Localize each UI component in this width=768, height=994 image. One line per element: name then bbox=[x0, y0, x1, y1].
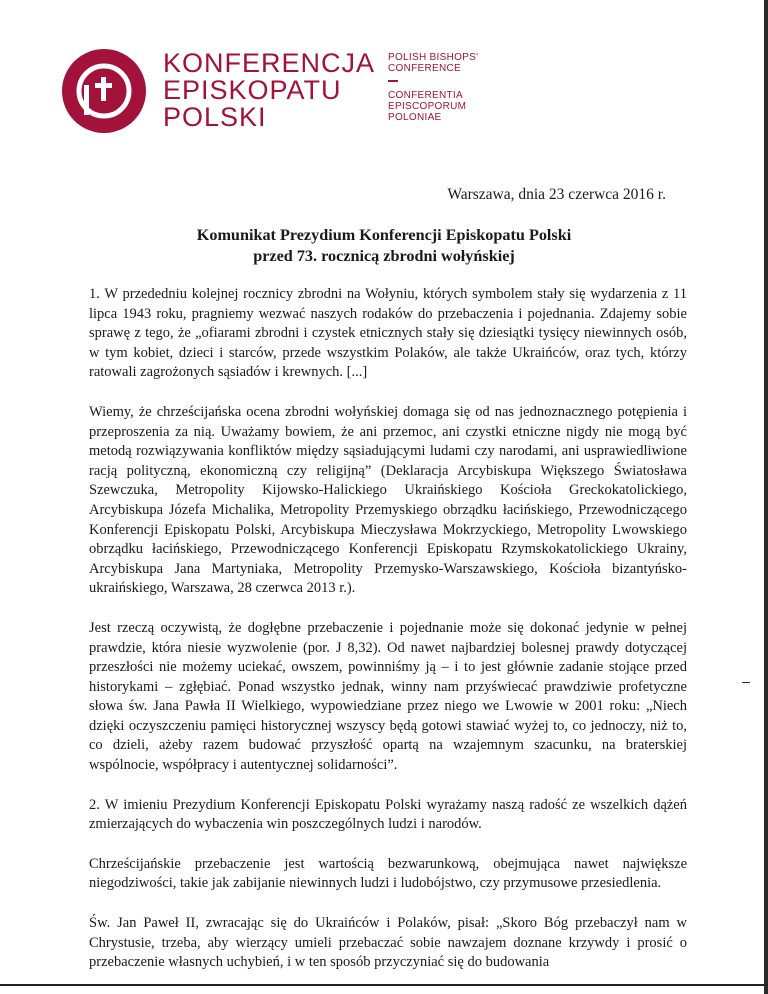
scan-edge bbox=[0, 984, 768, 986]
latin-name-line: CONFERENTIA bbox=[388, 90, 463, 101]
english-name-line: CONFERENCE bbox=[388, 63, 462, 74]
body-paragraph: Wiemy, że chrześcijańska ocena zbrodni wołyńskiej domaga się od nas jednoznacznego potępienia i przeproszenia za nią. Uważamy bowiem, że ani przemoc, ani czystki etniczne nigdy nie mogą być metodą rozwiązywania konfliktów między sąsiadującymi ludami czy narodami, ani usprawiedliwione racją polityczną, ekonomiczną czy religijną” (Deklaracja Arcybiskupa Większego Światosława Szewczuka, Metropolity Kijowsko-Halickiego Ukraińskiego Kościoła Greckokatolickiego, Arcybiskupa Józefa Michalika, Metropolity Przemyskiego obrządku łacińskiego, Przewodniczącego Konferencji Episkopatu Polski, Arcybiskupa Mieczysława Mokrzyckiego, Metropolity Lwowskiego obrządku łacińskiego, Przewodniczącego Konferencji Episkopatu Rzymskokatolickiego Ukrainy, Arcybiskupa Jana Martyniaka, Metropolity Przemysko-Warszawskiego, Kościoła bizantyńsko-ukraińskiego, Warszawa, 28 czerwca 2013 r.). bbox=[89, 403, 687, 597]
divider bbox=[388, 80, 398, 82]
document-body bbox=[89, 285, 687, 993]
document-date: Warszawa, dnia 23 czerwca 2016 r. bbox=[447, 186, 666, 203]
body-paragraph: 1. W przededniu kolejnej rocznicy zbrodni na Wołyniu, których symbolem stały się wydarzenia z 11 lipca 1943 roku, pragniemy wezwać naszych rodaków do przebaczenia i pojednania. Zdajemy sobie sprawę z tego, że „ofiarami zbrodni i czystek etnicznych stały się dziesiątki tysięcy niewinnych osób, w tym kobiet, dzieci i starców, przede wszystkim Polaków, ale także Ukraińców, oraz tych, którzy ratowali zagrożonych sąsiadów i krewnych. [...] bbox=[89, 286, 687, 381]
english-name-line: POLISH BISHOPS' bbox=[388, 52, 479, 63]
brand-line: KONFERENCJA bbox=[163, 48, 376, 78]
cross-in-p-logo-icon bbox=[62, 49, 146, 133]
scan-edge bbox=[764, 0, 768, 994]
body-paragraph: Jest rzeczą oczywistą, że dogłębne przebaczenie i pojednanie może się dokonać jedynie w pełnej prawdzie, która niesie wyzwolenie (por. J 8,32). Od nawet najbardziej bolesnej prawdy dotyczącej przeszłości nie możemy uciekać, owszem, powinniśmy ją – i to jest głównie zadanie stojące przed historykami – zgłębiać. Ponad wszystko jednak, winny nam przyświecać prawdziwie profetyczne słowa św. Jana Pawła II Wielkiego, wypowiedziane przez niego we Lwowie w 2001 roku: „Niech dzięki oczyszczeniu pamięci historycznej wszyscy będą gotowi stawiać wyżej to, co jednoczy, niż to, co dzieli, ażeby razem budować przyszłość opartą na wzajemnym szacunku, na braterskiej wspólnocie, współpracy i autentycznej solidarności”. bbox=[89, 619, 687, 774]
scan-mark bbox=[742, 682, 750, 683]
body-paragraph: Św. Jan Paweł II, zwracając się do Ukraińców i Polaków, pisał: „Skoro Bóg przebaczył nam w Chrystusie, trzeba, aby wierzący umieli przebaczać sobie nawzajem doznane krzywdy i prosić o przebaczenie własnych uchybień, i w ten sposób przyczyniać się do budowania bbox=[89, 915, 687, 971]
brand-line: EPISKOPATU bbox=[163, 75, 342, 105]
conference-name bbox=[163, 50, 375, 131]
body-paragraph: Chrześcijańskie przebaczenie jest wartością bezwarunkową, obejmująca nawet największe niegodziwości, takie jak zabijanie niewinnych ludzi i ludobójstwo, czy przymusowe przesiedlenia. bbox=[89, 855, 687, 892]
conference-subtitles bbox=[388, 52, 478, 123]
title-line: Komunikat Prezydium Konferencji Episkopatu Polski bbox=[196, 226, 572, 244]
body-paragraph: 2. W imieniu Prezydium Konferencji Episkopatu Polski wyrażamy naszą radość ze wszelkich dążeń zmierzających do wybaczenia win poszczególnych ludzi i narodów. bbox=[89, 796, 687, 833]
latin-name-line: POLONIAE bbox=[388, 112, 442, 123]
document-title bbox=[0, 225, 768, 267]
brand-line: POLSKI bbox=[163, 102, 267, 132]
title-line: przed 73. rocznicą zbrodni wołyńskiej bbox=[253, 247, 515, 265]
latin-name-line: EPISCOPORUM bbox=[388, 101, 467, 112]
